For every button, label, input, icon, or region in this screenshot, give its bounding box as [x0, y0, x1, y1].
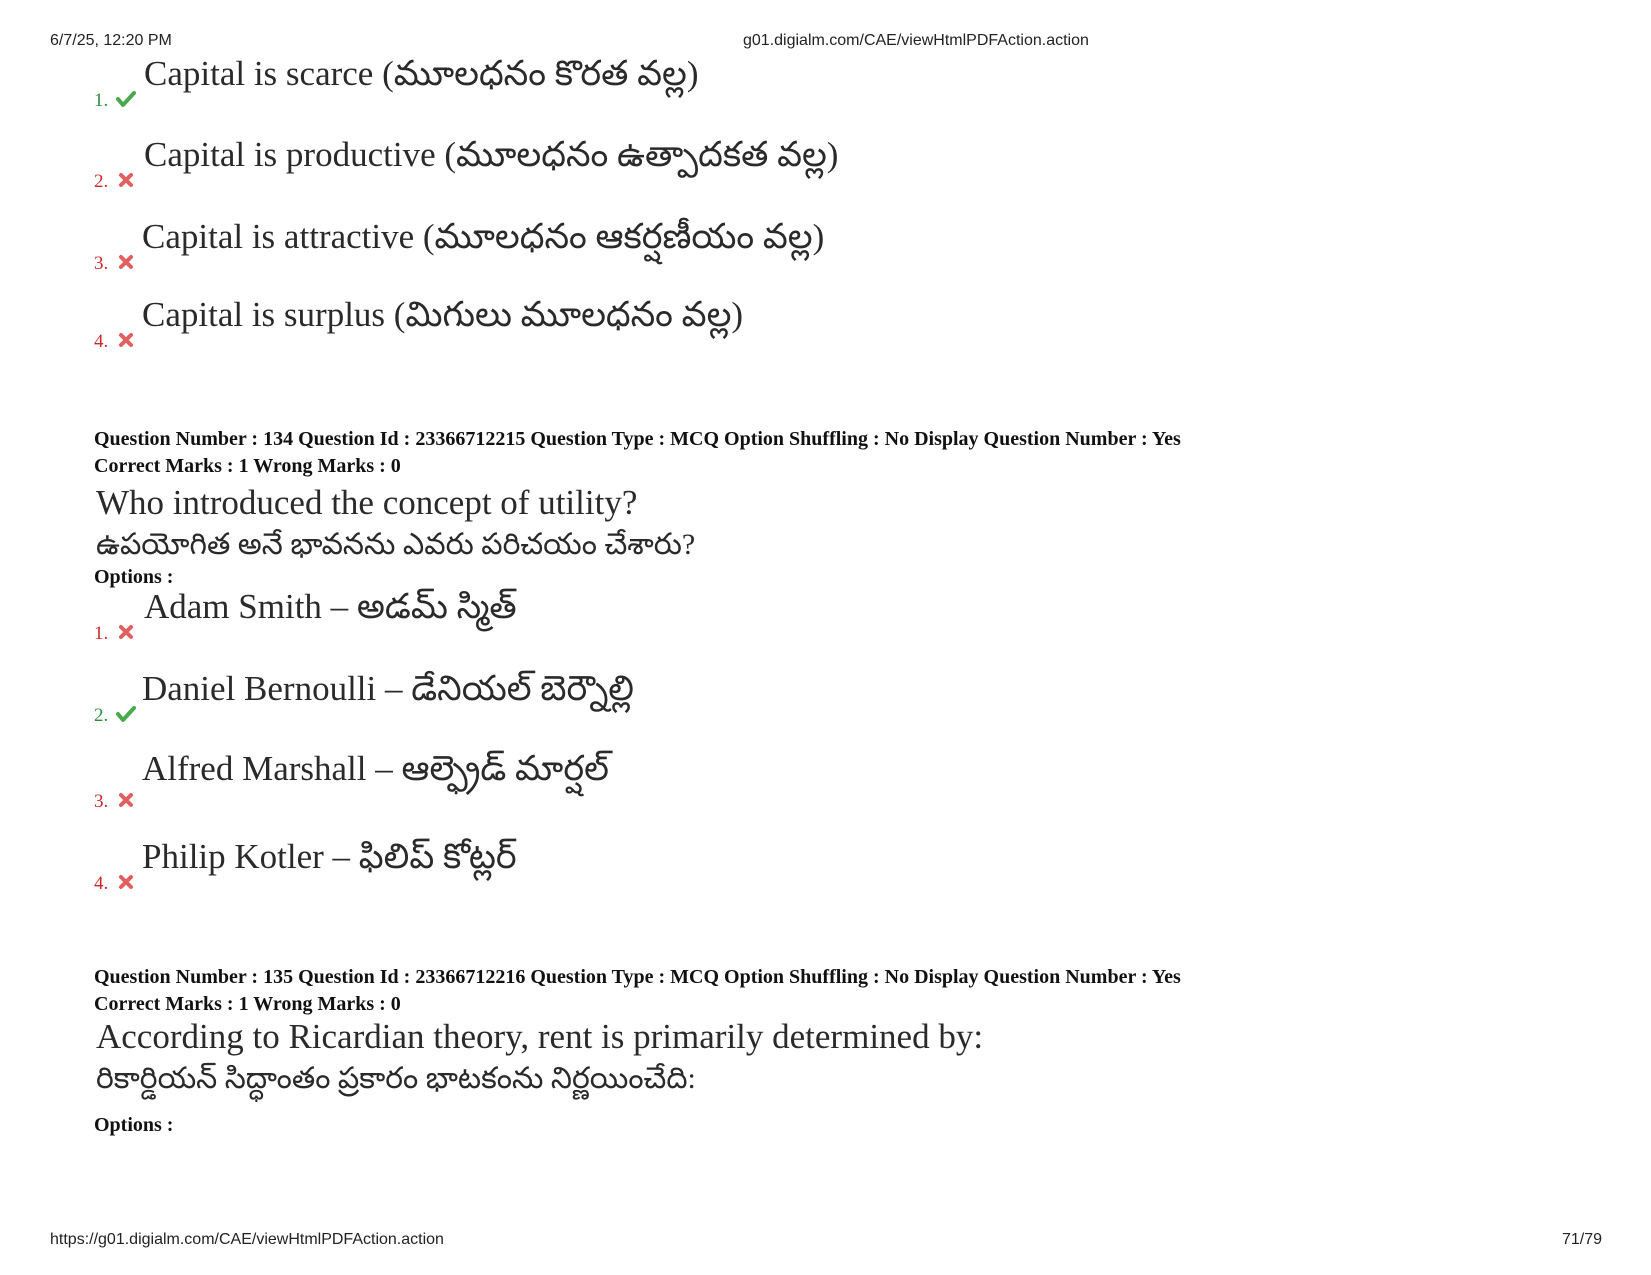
option-text: Philip Kotler – ఫిలిప్ కోట్లర్ [142, 837, 517, 876]
question-text-telugu: రికార్డియన్ సిద్ధాంతం ప్రకారం భాటకంను నిర్ణయించేది: [96, 1062, 696, 1095]
option-number: 4. [94, 873, 109, 894]
question-marks: Correct Marks : 1 Wrong Marks : 0 [94, 455, 401, 477]
options-label: Options : [94, 566, 174, 588]
option-text: Daniel Bernoulli – డేనియల్ బెర్నౌల్లి [142, 669, 634, 708]
question-text-english: Who introduced the concept of utility? [96, 483, 638, 522]
page-number: 71/79 [1562, 1231, 1603, 1248]
option-text: Alfred Marshall – ఆల్ఫ్రెడ్ మార్షల్ [142, 749, 609, 788]
option-text: Capital is scarce (మూలధనం కొరత వల్ల) [144, 54, 699, 93]
option-number: 2. [94, 705, 109, 726]
option-number: 3. [94, 253, 109, 274]
cross-icon [116, 331, 136, 349]
check-icon [116, 705, 136, 723]
question-text-telugu: ఉపయోగిత అనే భావనను ఎవరు పరిచయం చేశారు? [96, 528, 696, 561]
option-number: 4. [94, 331, 109, 352]
cross-icon [116, 873, 136, 891]
question-text-english: According to Ricardian theory, rent is primarily determined by: [96, 1017, 984, 1056]
option-text: Adam Smith – అడమ్ స్మిత్ [144, 587, 517, 626]
question-meta: Question Number : 135 Question Id : 23366712216 Question Type : MCQ Option Shuffling : No Display Question Number : Yes [94, 966, 1181, 988]
option-text: Capital is attractive (మూలధనం ఆకర్షణీయం వల్ల) [142, 217, 825, 256]
check-icon [116, 90, 136, 108]
option-number: 2. [94, 171, 109, 192]
print-header-url: g01.digialm.com/CAE/viewHtmlPDFAction.action [743, 32, 1089, 49]
print-datetime: 6/7/25, 12:20 PM [50, 32, 172, 49]
option-number: 3. [94, 791, 109, 812]
question-meta: Question Number : 134 Question Id : 23366712215 Question Type : MCQ Option Shuffling : No Display Question Number : Yes [94, 428, 1181, 450]
cross-icon [116, 623, 136, 641]
cross-icon [116, 253, 136, 271]
option-number: 1. [94, 90, 109, 111]
option-text: Capital is productive (మూలధనం ఉత్పాదకత వల్ల) [144, 135, 839, 174]
option-text: Capital is surplus (మిగులు మూలధనం వల్ల) [142, 295, 744, 334]
question-marks: Correct Marks : 1 Wrong Marks : 0 [94, 993, 401, 1015]
print-footer-url: https://g01.digialm.com/CAE/viewHtmlPDFAction.action [50, 1231, 444, 1248]
cross-icon [116, 171, 136, 189]
option-number: 1. [94, 623, 109, 644]
cross-icon [116, 791, 136, 809]
options-label: Options : [94, 1114, 174, 1136]
